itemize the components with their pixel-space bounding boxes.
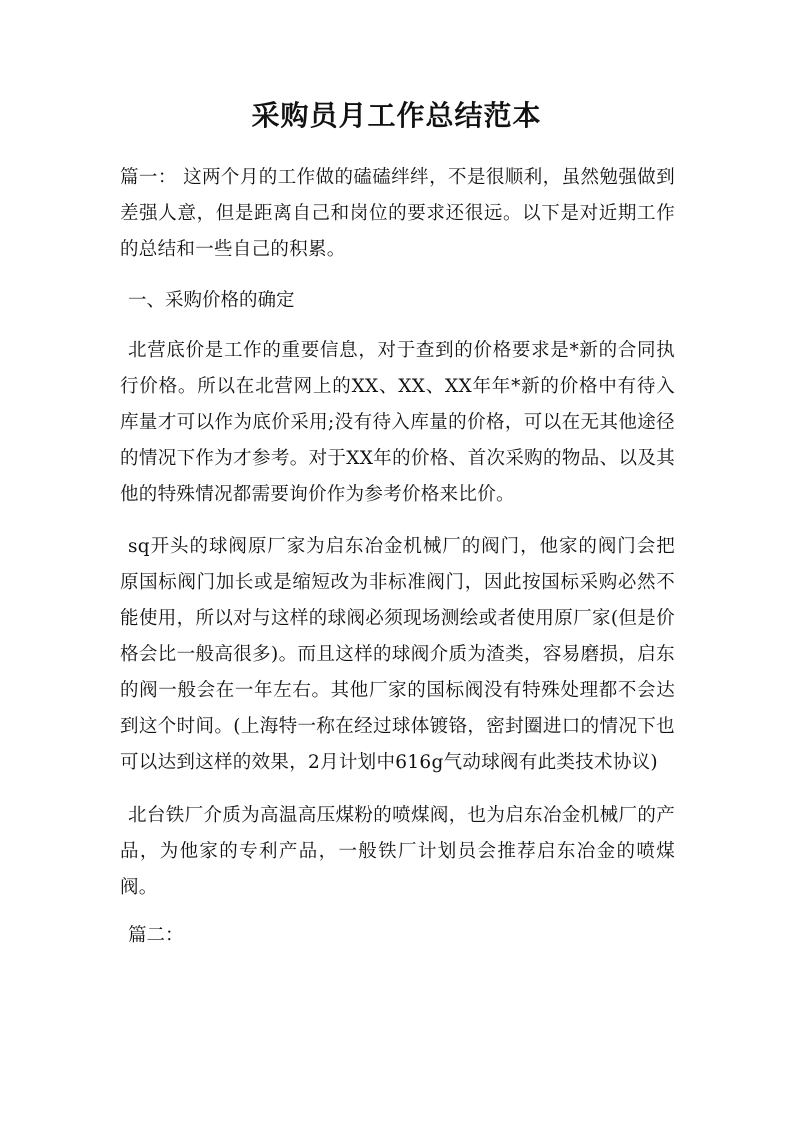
paragraph-base-price: 北营底价是工作的重要信息，对于查到的价格要求是*新的合同执行价格。所以在北营网上的XX、XX、XX年年*新的价格中有待入库量才可以作为底价采用;没有待入库量的价格，可以在无其他途径的情况下作为才参考。对于XX年的价格、首次采购的物品、以及其他的特殊情况都需要询价作为参考价格来比价。 xyxy=(120,340,675,505)
paragraph-ball-valve: sq开头的球阀原厂家为启东冶金机械厂的阀门，他家的阀门会把原国标阀门加长或是缩短改为非标准阀门，因此按国标采购必然不能使用，所以对与这样的球阀必须现场测绘或者使用原厂家(但是价格会比一般高很多)。而且这样的球阀介质为渣类，容易磨损，启东的阀一般会在一年左右。其他厂家的国标阀没有特殊处理都不会达到这个时间。(上海特一称在经过球体镀铬，密封圈进口的情况下也可以达到这样的效果，2月计划中616g气动球阀有此类技术协议) xyxy=(120,536,675,773)
document-title: 采购员月工作总结范本 xyxy=(251,99,542,132)
intro-paragraph: 篇一： 这两个月的工作做的磕磕绊绊，不是很顺利，虽然勉强做到差强人意，但是距离自己和岗位的要求还很远。以下是对近期工作的总结和一些自己的积累。 xyxy=(120,167,675,260)
section-heading-price: 一、采购价格的确定 xyxy=(128,290,295,311)
paragraph-coal-valve: 北台铁厂介质为高温高压煤粉的喷煤阀，也为启东冶金机械厂的产品，为他家的专利产品，一般铁厂计划员会推荐启东冶金的喷煤阀。 xyxy=(120,805,675,898)
section-heading-part-two: 篇二： xyxy=(128,925,184,946)
